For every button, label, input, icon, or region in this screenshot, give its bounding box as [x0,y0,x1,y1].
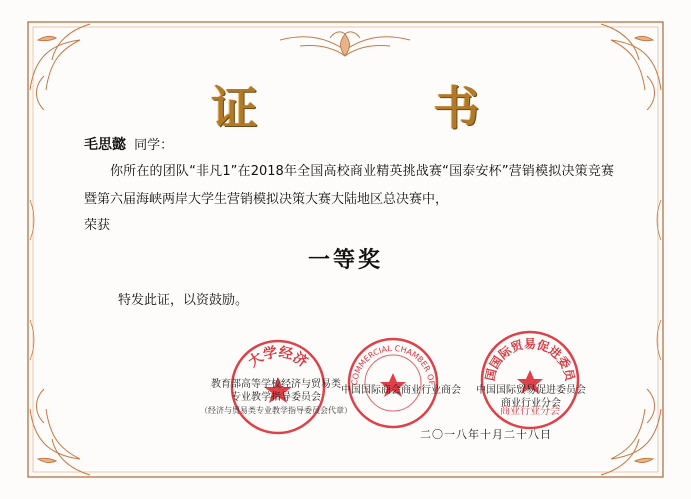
certificate-body: 你所在的团队“非凡1”在2018年全国高校商业精英挑战赛“国泰安杯”营销模拟决策竞赛暨第六届海峡两岸大学生营销模拟决策大赛大陆地区总决赛中， [84,164,614,207]
corner-ornament-bl [30,389,90,475]
recipient-name: 毛思懿 [84,137,126,153]
recipient-suffix: 同学： [134,138,174,153]
issue-date: 二〇一八年十月二十八日 [420,428,552,441]
certificate-title: 证 书 [211,81,560,135]
seal-3-text: 国国际贸易促进委员 [482,337,578,383]
recipient-line [84,134,173,154]
seal-3 [478,328,582,432]
seal-1-text: 大学经济 [245,344,311,371]
issuer-3-line1: 中国国际贸易促进委员会 [476,385,586,396]
issuer-3-line2: 商业行业分会 [501,398,561,409]
prize-title: 一等奖 [307,247,383,273]
award-line: 荣获 [84,218,111,233]
corner-ornament-br [601,389,661,475]
seal-2-text: COMMERCIAL CHAMBER OF [349,343,437,386]
seal-2 [345,335,441,431]
top-center-ornament [280,32,410,56]
issuer-3 [466,384,596,410]
issuer-1-line1: 教育部高等学校经济与贸易类 [211,379,341,390]
issuer-2 [336,384,466,397]
seal-3-bottom-text: 商业行业分会 [500,406,560,417]
issuer-2-line1: 中国国际商会商业行业商会 [341,385,461,396]
issuer-1-note: （经济与贸易类专业教学指导委员会代章） [200,406,352,415]
issuer-1-line2: 专业教学指导委员会 [231,392,321,403]
issuer-1 [196,378,356,417]
closing-text: 特发此证，以资鼓励。 [118,293,249,308]
